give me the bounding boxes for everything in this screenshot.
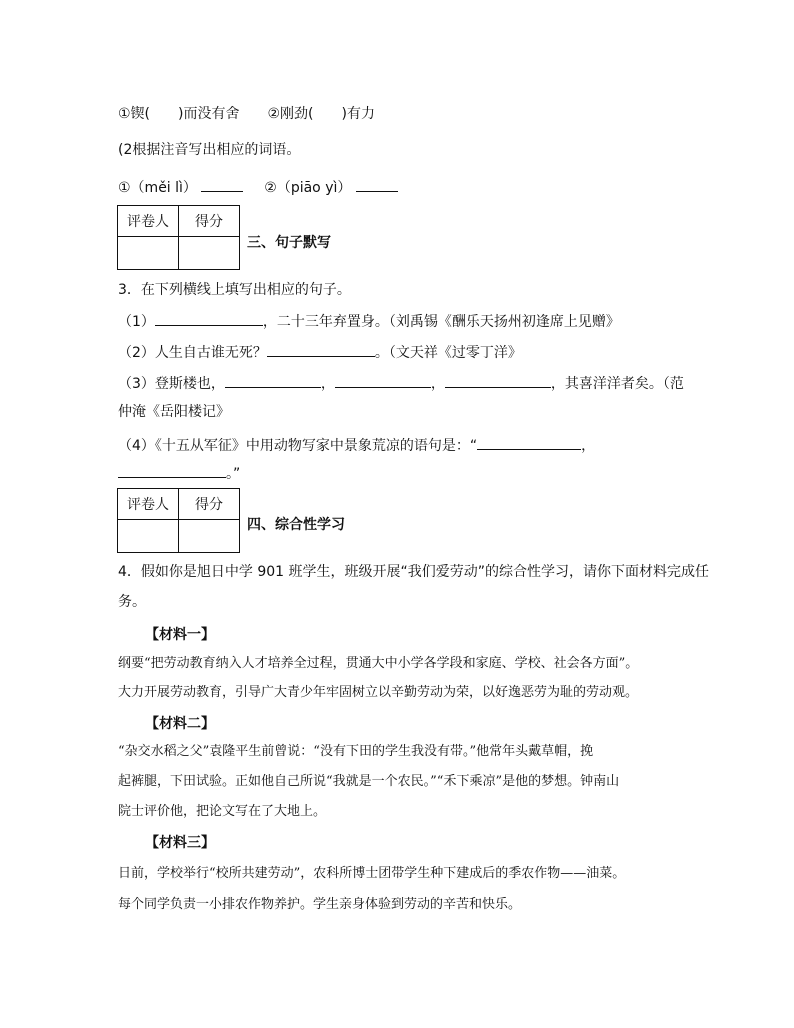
q2-part1-a: ①锲( bbox=[118, 106, 151, 122]
pinyin-2: ②（piāo yì） bbox=[264, 180, 352, 196]
answer-blank[interactable] bbox=[356, 176, 398, 192]
dictation-line-3 bbox=[118, 372, 684, 394]
l4-end: 。” bbox=[226, 466, 241, 482]
l4-mid: ， bbox=[581, 438, 596, 454]
reviewer-header: 评卷人 bbox=[118, 489, 179, 520]
q2-part1-c: ②刚劲( bbox=[267, 106, 314, 122]
material-1-line-1: 纲要“把劳动教育纳入人才培养全过程，贯通大中小学各学段和家庭、学校、社会各方面”。 bbox=[118, 656, 639, 671]
l1-pre: （1） bbox=[118, 314, 155, 330]
reviewer-header: 评卷人 bbox=[118, 206, 179, 237]
score-cell[interactable] bbox=[179, 520, 240, 553]
material-3-line-1: 日前，学校举行“校所共建劳动”，农科所博士团带学生种下建成后的季农作物——油菜。 bbox=[118, 866, 626, 881]
l2-post: 。（文天祥《过零丁洋》 bbox=[374, 345, 522, 361]
q2-part1-line bbox=[118, 104, 375, 124]
q2-part1-d: )有力 bbox=[341, 106, 375, 122]
answer-blank[interactable] bbox=[267, 341, 375, 357]
score-header: 得分 bbox=[179, 206, 240, 237]
question-line-1: 4．假如你是旭日中学 901 班学生，班级开展“我们爱劳动”的综合性学习，请你下面材料完成任 bbox=[118, 564, 710, 580]
q2-sub2: (2根据注音写出相应的词语。 bbox=[118, 142, 301, 158]
l4-pre: （4）《十五从军征》中用动物写家中景象荒凉的语句是：“ bbox=[118, 438, 478, 454]
question-line-2: 务。 bbox=[118, 594, 146, 610]
material-2-line-1: “杂交水稻之父”袁隆平生前曾说：“没有下田的学生我没有带。”他常年头戴草帽，挽 bbox=[118, 744, 594, 759]
material-2-line-2: 起裤腿，下田试验。正如他自己所说“我就是一个农民。”“禾下乘凉”是他的梦想。钟南山 bbox=[118, 774, 620, 789]
l3-c2: ， bbox=[430, 376, 445, 392]
dictation-line-4 bbox=[118, 434, 595, 456]
material-3-line-2: 每个同学负责一小排农作物养护。学生亲身体验到劳动的辛苦和快乐。 bbox=[118, 897, 522, 912]
answer-blank[interactable] bbox=[201, 176, 243, 192]
section-title: 四、综合性学习 bbox=[247, 517, 345, 533]
dictation-line-4-cont bbox=[118, 462, 240, 484]
answer-blank[interactable] bbox=[477, 434, 581, 450]
material-label: 【材料三】 bbox=[145, 835, 215, 851]
q2-part1-b: )而没有舍 bbox=[178, 106, 240, 122]
l2-pre: （2）人生自古谁无死？ bbox=[118, 345, 267, 361]
dictation-line-2 bbox=[118, 341, 522, 363]
material-1-line-2: 大力开展劳动教育，引导广大青少年牢固树立以辛勤劳动为荣，以好逸恶劳为耻的劳动观。 bbox=[118, 685, 639, 700]
reviewer-cell[interactable] bbox=[118, 520, 179, 553]
material-label: 【材料二】 bbox=[145, 716, 215, 732]
section-title: 三、句子默写 bbox=[247, 235, 331, 251]
score-table bbox=[117, 205, 240, 270]
score-header: 得分 bbox=[179, 489, 240, 520]
l1-post: ，二十三年弃置身。（刘禹锡《酬乐天扬州初逢席上见赠》 bbox=[262, 314, 620, 330]
score-cell[interactable] bbox=[179, 237, 240, 270]
pinyin-1: ①（měi lì） bbox=[118, 180, 197, 196]
dictation-line-3-cont: 仲淹《岳阳楼记》 bbox=[118, 404, 230, 420]
reviewer-cell[interactable] bbox=[118, 237, 179, 270]
material-label: 【材料一】 bbox=[145, 627, 215, 643]
l3-pre: （3）登斯楼也， bbox=[118, 376, 225, 392]
answer-blank[interactable] bbox=[445, 372, 551, 388]
l3-post: ，其喜洋洋者矣。（范 bbox=[550, 376, 684, 392]
dictation-line-1 bbox=[118, 310, 620, 332]
l3-c1: ， bbox=[320, 376, 335, 392]
answer-blank[interactable] bbox=[225, 372, 321, 388]
answer-blank[interactable] bbox=[155, 310, 263, 326]
material-2-line-3: 院士评价他，把论文写在了大地上。 bbox=[118, 804, 327, 819]
answer-blank[interactable] bbox=[118, 462, 226, 478]
score-table bbox=[117, 488, 240, 553]
q2-pinyin-line bbox=[118, 176, 398, 198]
answer-blank[interactable] bbox=[335, 372, 431, 388]
question-intro: 3．在下列横线上填写出相应的句子。 bbox=[118, 282, 351, 298]
